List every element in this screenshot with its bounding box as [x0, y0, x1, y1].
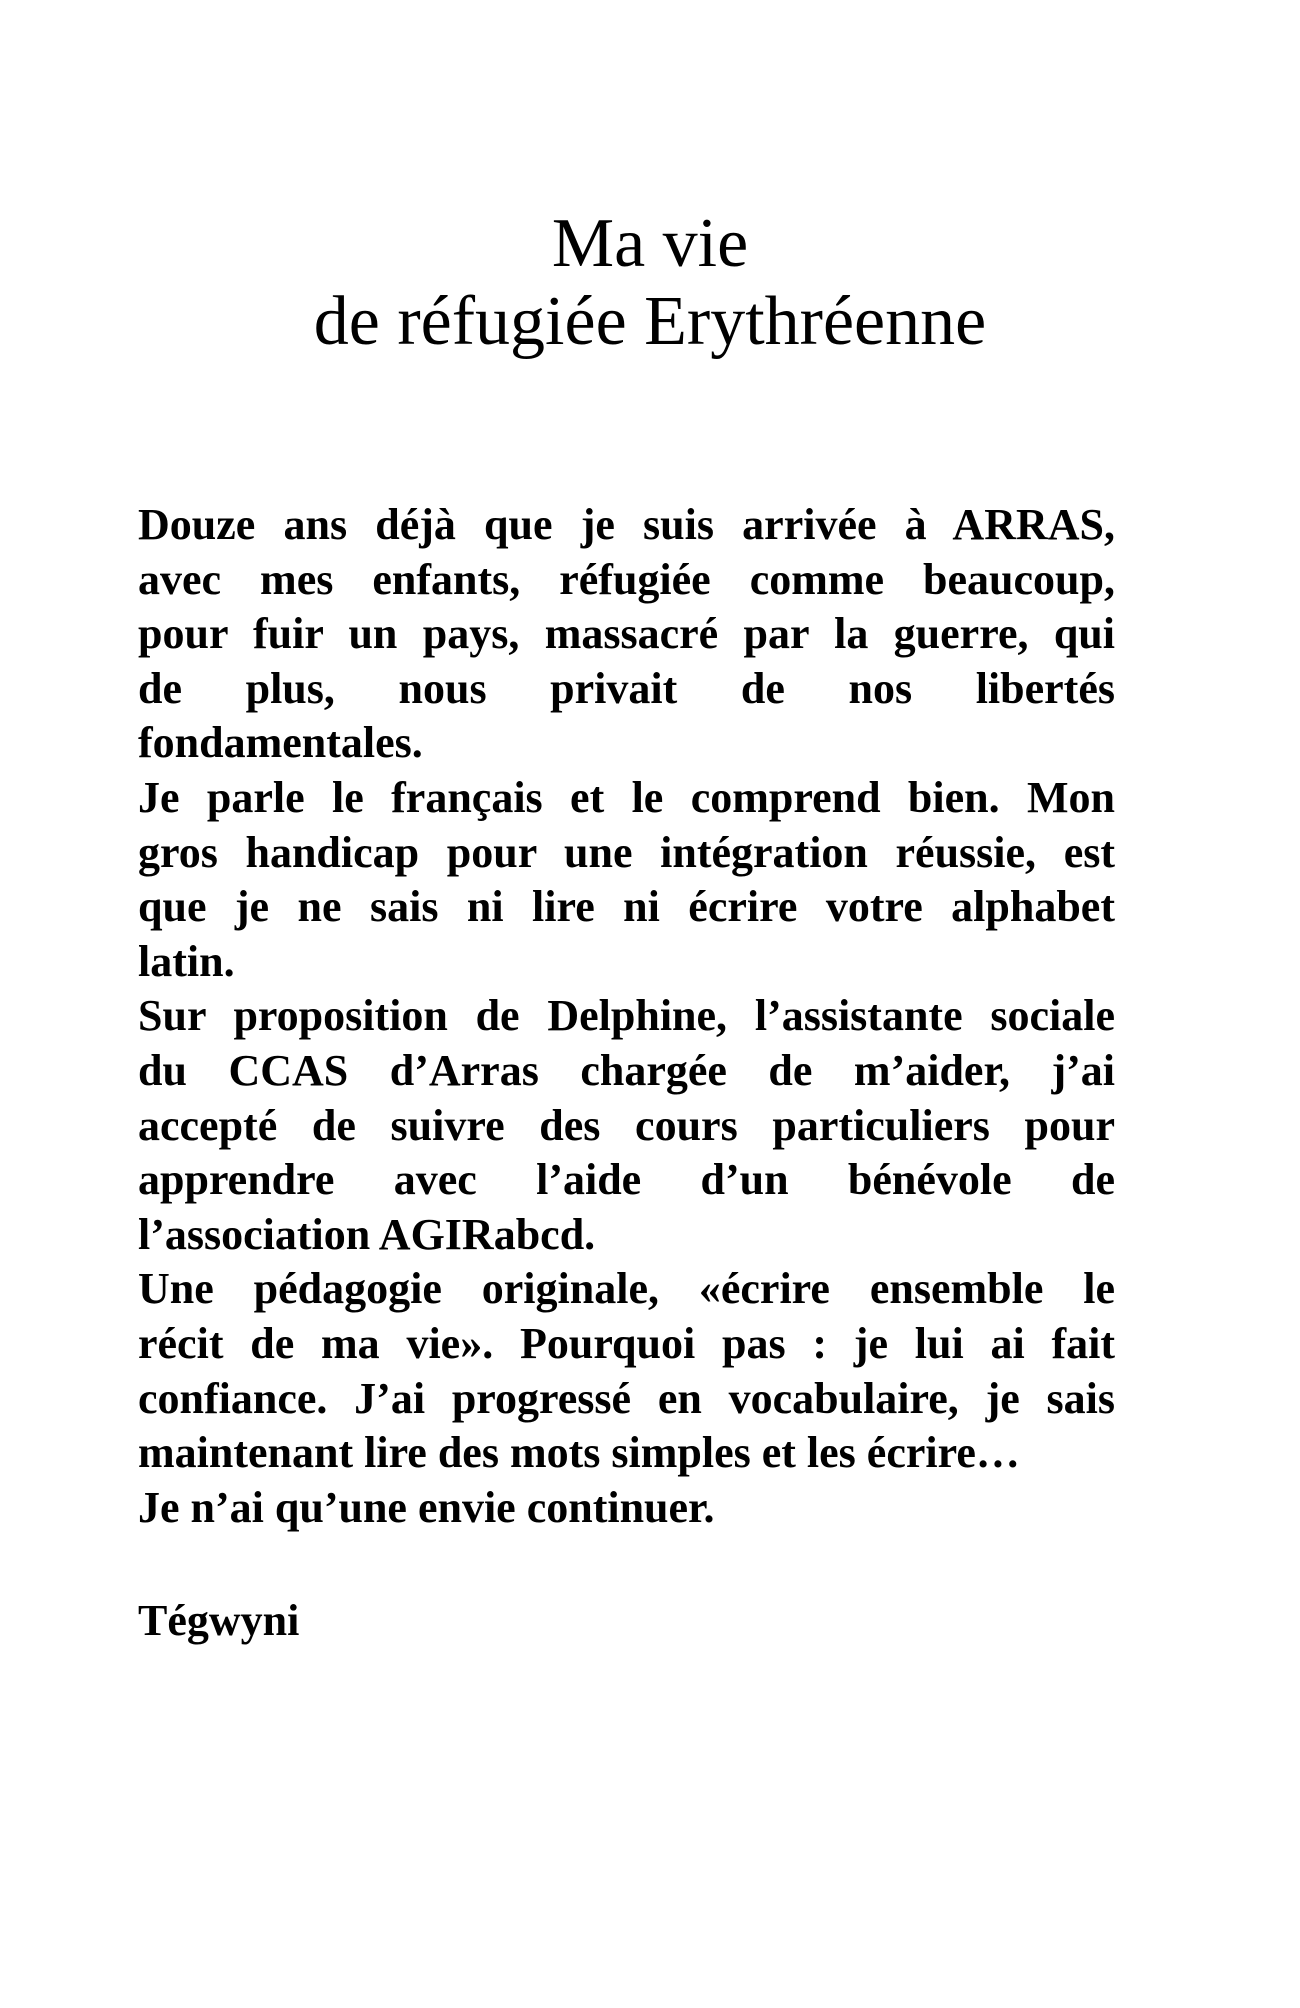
- text-line: apprendre avec l’aide d’un bénévole de: [138, 1155, 1115, 1205]
- text-line: fondamentales.: [138, 718, 423, 768]
- text-line: l’association AGIRabcd.: [138, 1209, 596, 1259]
- text-line: Sur proposition de Delphine, l’assistante sociale: [138, 991, 1115, 1041]
- text-line: Douze ans déjà que je suis arrivée à ARRAS,: [138, 500, 1115, 549]
- text-line: gros handicap pour une intégration réussie, est: [138, 827, 1115, 877]
- text-line: du CCAS d’Arras chargée de m’aider, j’ai: [138, 1045, 1115, 1095]
- text-line: de plus, nous privait de nos libertés: [138, 663, 1115, 713]
- text-line: accepté de suivre des cours particuliers pour: [138, 1100, 1115, 1150]
- text-line: pour fuir un pays, massacré par la guerre, qui: [138, 609, 1115, 659]
- text-line: avec mes enfants, réfugiée comme beaucoup,: [138, 554, 1115, 604]
- paragraph-1: [138, 498, 1115, 771]
- text-line: Je n’ai qu’une envie continuer.: [138, 1482, 715, 1532]
- text-line: Une pédagogie originale, «écrire ensemble le: [138, 1264, 1115, 1314]
- text-line: récit de ma vie». Pourquoi pas : je lui ai fait: [138, 1318, 1115, 1368]
- title-line-1: Ma vie: [551, 205, 749, 282]
- title-line-2: de réfugiée Erythréenne: [313, 283, 987, 360]
- text-line: Je parle le français et le comprend bien. Mon: [138, 772, 1115, 822]
- paragraph-2: [138, 771, 1115, 989]
- body-text: [138, 498, 1115, 1535]
- paragraph-4: [138, 1262, 1115, 1535]
- text-line: latin.: [138, 936, 235, 986]
- text-line: que je ne sais ni lire ni écrire votre alphabet: [138, 882, 1115, 932]
- text-line: maintenant lire des mots simples et les écrire…: [138, 1428, 1020, 1478]
- signature: Tégwyni: [138, 1596, 300, 1645]
- paragraph-3: [138, 989, 1115, 1262]
- page-title: [0, 205, 1300, 361]
- text-line: confiance. J’ai progressé en vocabulaire, je sais: [138, 1373, 1115, 1423]
